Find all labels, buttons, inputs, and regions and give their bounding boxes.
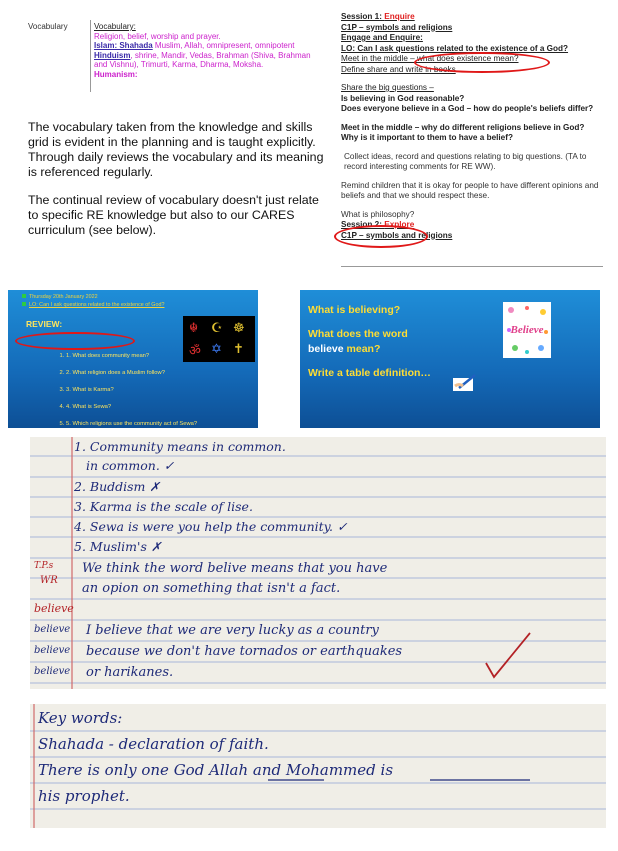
- islam-keyword: Islam: Shahada: [94, 41, 153, 50]
- answer-line: in common. ✓: [86, 458, 175, 473]
- slide-lo: LO: Can I ask questions related to the existence of God?: [22, 302, 164, 308]
- review-heading: REVIEW:: [26, 319, 63, 329]
- philosophy-question: What is philosophy?: [341, 209, 415, 219]
- answer-line: 2. Buddism ✗: [74, 479, 160, 494]
- highlight-ring: [414, 52, 550, 73]
- highlight-ring: [15, 332, 135, 350]
- explanation-paragraph: Through daily reviews the vocabulary and its meaning is referenced regularly.: [28, 150, 324, 179]
- review-slide: [8, 290, 258, 428]
- sentence-line: because we don't have tornados or earthquakes: [86, 644, 403, 659]
- believe-card-word: Believe: [510, 324, 544, 336]
- keyword-line: There is only one God Allah and Mohammed is: [38, 761, 394, 779]
- slide-question: believe mean?: [308, 343, 381, 355]
- big-question: Is believing in God reasonable?: [341, 93, 465, 103]
- margin-note: believe: [34, 602, 74, 615]
- list-item: 3. 3. What is Karma?: [66, 387, 206, 404]
- existence-question: what does existence mean?: [417, 54, 519, 63]
- divider: [341, 266, 603, 267]
- big-question: Meet in the middle – why do different religions believe in God?: [341, 122, 585, 132]
- answer-line: 4. Sewa is were you help the community. ✓: [74, 519, 348, 534]
- list-item: 4. 4. What is Sewa?: [66, 404, 206, 421]
- remind-text: Remind children that it is okay for people to have different opinions and beliefs and that we should respect these.: [341, 180, 599, 200]
- c1p-line: C1P – symbols and religions: [341, 22, 453, 32]
- slide-date: Thursday 20th January 2022: [22, 294, 98, 300]
- answer-line: 1. Community means in common.: [74, 439, 286, 454]
- sentence-line: I believe that we are very lucky as a country: [86, 623, 379, 638]
- session2-heading: Session 2: Explore: [341, 220, 415, 229]
- big-question: Why is it important to them to have a belief?: [341, 133, 513, 142]
- margin-practice: believe: [34, 666, 71, 677]
- margin-practice: believe: [34, 645, 71, 656]
- explanation-paragraph: The continual review of vocabulary doesn't just relate to specific RE knowledge but also to our CARES curriculum (see below).: [28, 193, 319, 237]
- margin-practice: believe: [34, 624, 71, 635]
- vocabulary-label: Vocabulary: [28, 22, 68, 31]
- answer-line: 3. Karma is the scale of lise.: [74, 499, 253, 514]
- star-of-david-icon: ✡: [211, 341, 222, 356]
- review-list: [26, 353, 206, 428]
- believing-slide: [300, 290, 600, 428]
- vocabulary-table: [28, 20, 326, 92]
- collect-text: Collect ideas, record and questions relating to big questions. (TA to record interesting comments for RE WW).: [344, 151, 587, 171]
- keyword-line: Shahada - declaration of faith.: [38, 735, 269, 753]
- meet-in-middle: Meet in the middle – what does existence mean?: [341, 54, 519, 63]
- islam-terms: Muslim, Allah, omnipresent, omnipotent: [152, 41, 295, 50]
- hinduism-terms: , shrine, Mandir, Vedas, Brahman (Shiva, Brahman and Vishnu), Trimurti, Karma, Dharma, Moksha.: [94, 50, 311, 69]
- keywords-heading: Key words:: [38, 709, 123, 727]
- keyword-line: his prophet.: [38, 787, 130, 805]
- believe-graphic: [503, 302, 551, 358]
- list-item: 5. 5. Which religions use the community act of Sewa?: [66, 421, 206, 428]
- session1-heading: Session 1: Enquire: [341, 12, 415, 21]
- religious-symbols: [183, 316, 255, 362]
- cross-icon: ✝: [233, 341, 244, 356]
- highlight-ring: [334, 225, 428, 248]
- table-divider: [90, 20, 91, 92]
- vocabulary-general: Religion, belief, worship and prayer.: [94, 31, 221, 41]
- slide-question: What does the word: [308, 328, 408, 340]
- answer-line: 5. Muslim's ✗: [74, 539, 162, 554]
- star-crescent-icon: ☪: [211, 320, 223, 335]
- notebook-photo: [30, 704, 606, 828]
- margin-note: T.P.s: [34, 561, 54, 571]
- slide-question: What is believing?: [308, 304, 401, 316]
- big-question: Does everyone believe in a God – how do people's beliefs differ?: [341, 104, 594, 113]
- explanation-paragraph: The vocabulary taken from the knowledge and skills grid is evident in the planning and is taught explicitly.: [28, 120, 316, 149]
- slide-instruction: Write a table definition…: [308, 367, 431, 379]
- vocabulary-list: [94, 22, 326, 79]
- humanism-keyword: Humanism:: [94, 69, 138, 79]
- khanda-icon: ☬: [189, 320, 199, 335]
- define-line: Define share and write in books: [341, 64, 456, 74]
- c1p-line: C1P – symbols and religions: [341, 230, 453, 240]
- definition-line: We think the word belive means that you have: [82, 561, 388, 576]
- notebook-photo: [30, 437, 606, 689]
- planning-panel: [341, 12, 601, 241]
- vocabulary-heading: Vocabulary:: [94, 22, 136, 31]
- margin-note: WR: [40, 575, 58, 586]
- hinduism-keyword: Hinduism: [94, 50, 131, 60]
- dharma-wheel-icon: ☸: [233, 320, 245, 335]
- learning-objective: LO: Can I ask questions related to the existence of a God?: [341, 43, 569, 53]
- om-icon: ॐ: [189, 343, 201, 358]
- share-heading: Share the big questions –: [341, 83, 434, 92]
- explanation-text: [28, 120, 324, 251]
- definition-line: an opion on something that isn't a fact.: [82, 581, 341, 596]
- list-item: 2. 2. What religion does a Muslim follow?: [66, 370, 206, 387]
- sentence-line: or harikanes.: [86, 665, 174, 680]
- list-item: 1. 1. What does community mean?: [66, 353, 206, 370]
- pen-icon: [453, 374, 479, 392]
- engage-heading: Engage and Enquire:: [341, 33, 423, 42]
